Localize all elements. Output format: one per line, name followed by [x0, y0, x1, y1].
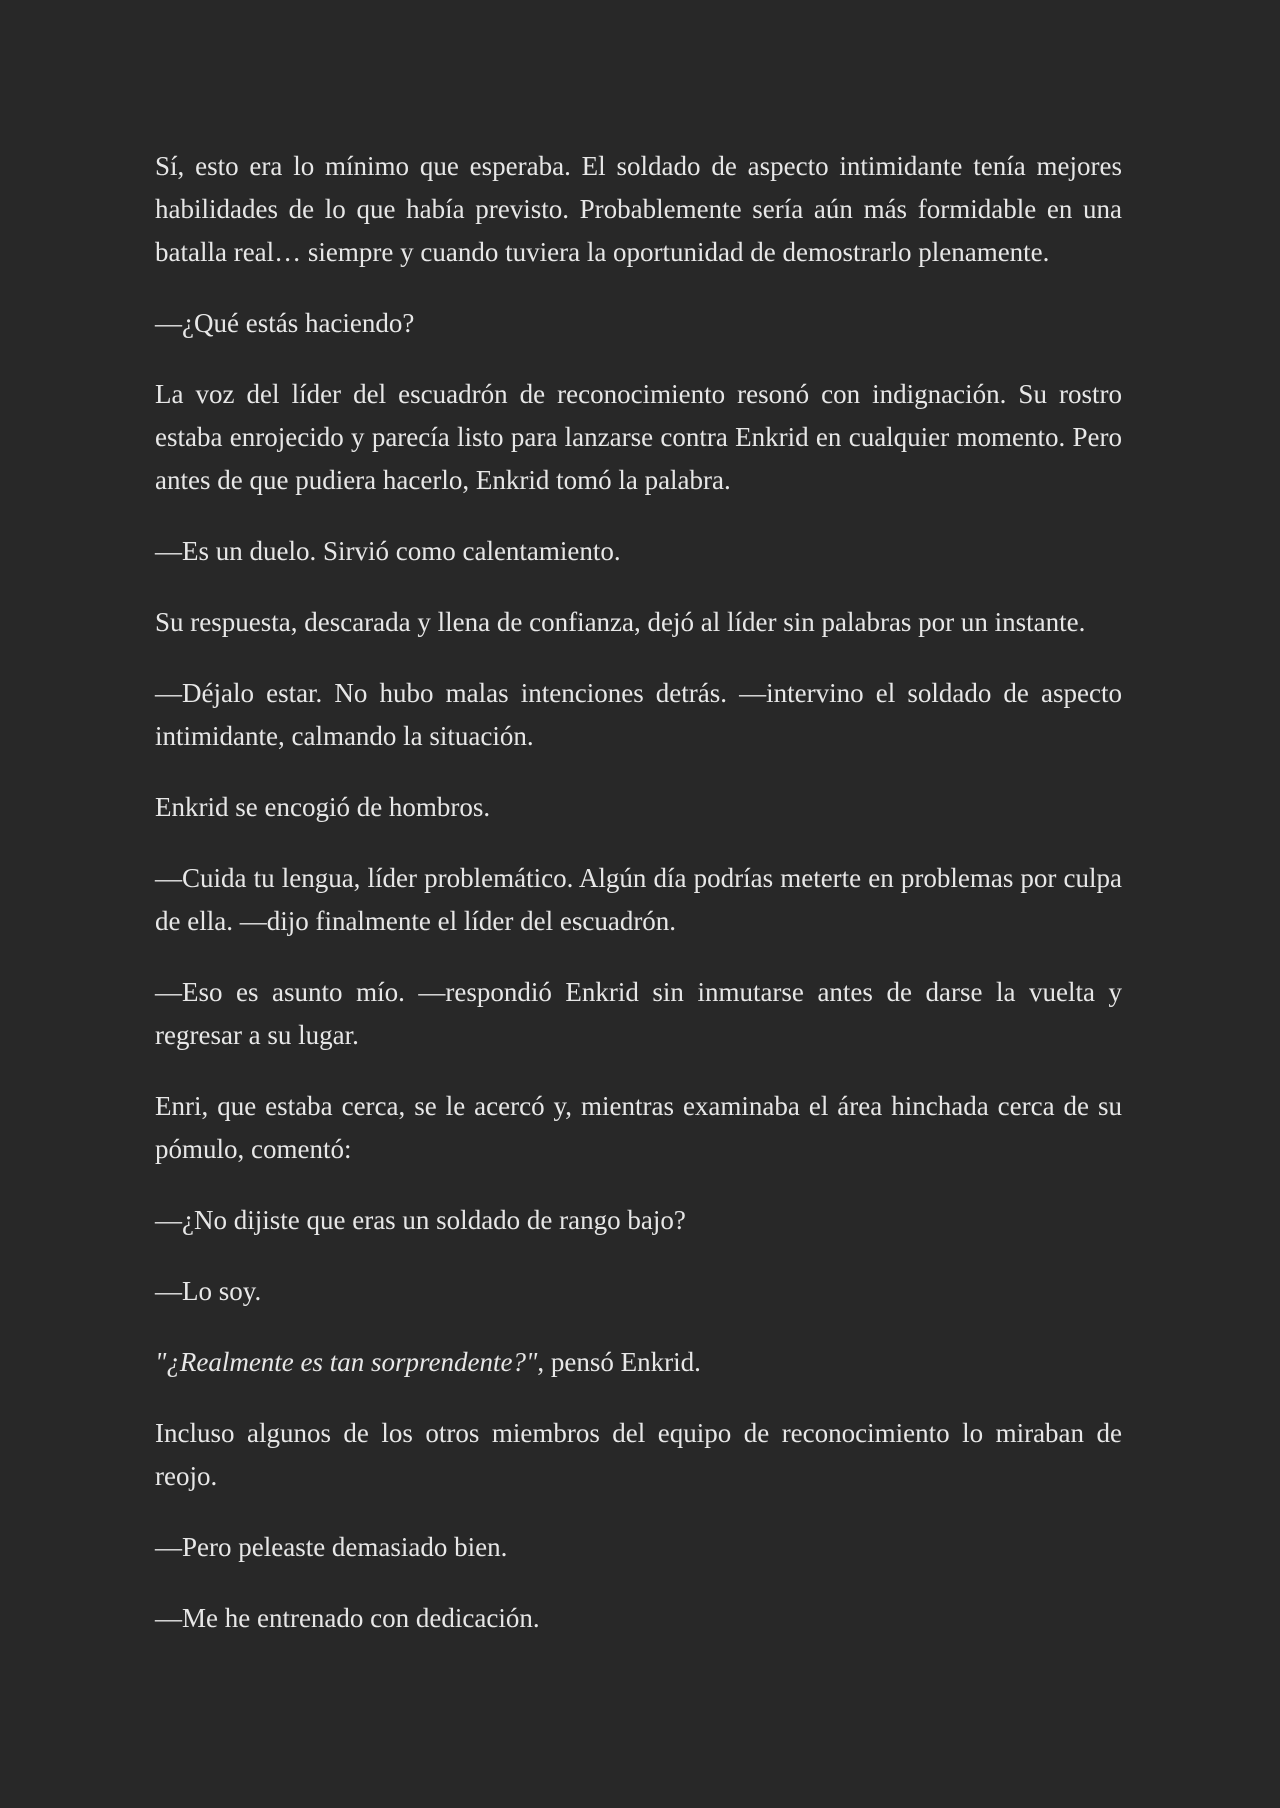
paragraph: —Lo soy.	[155, 1276, 262, 1306]
paragraph: —Pero peleaste demasiado bien.	[155, 1532, 508, 1562]
paragraph: —¿Qué estás haciendo?	[155, 308, 415, 338]
paragraph: —Cuida tu lengua, líder problemático. Algún día podrías meterte en problemas por culpa de ella. —dijo finalmente el líder del escuadrón.	[155, 863, 1122, 936]
paragraph-with-thought	[155, 1341, 1122, 1384]
paragraph: —Déjalo estar. No hubo malas intenciones detrás. —intervino el soldado de aspecto intimidante, calmando la situación.	[155, 678, 1122, 751]
paragraph: Enkrid se encogió de hombros.	[155, 792, 491, 822]
paragraph: Sí, esto era lo mínimo que esperaba. El soldado de aspecto intimidante tenía mejores habilidades de lo que había previsto. Probablemente sería aún más formidable en una batalla real… siempre y cuando tuviera la oportunidad de demostrarlo plenamente.	[155, 151, 1122, 267]
paragraph: La voz del líder del escuadrón de reconocimiento resonó con indignación. Su rostro estaba enrojecido y parecía listo para lanzarse contra Enkrid en cualquier momento. Pero antes de que pudiera hacerlo, Enkrid tomó la palabra.	[155, 379, 1122, 495]
paragraph: —Eso es asunto mío. —respondió Enkrid sin inmutarse antes de darse la vuelta y regresar a su lugar.	[155, 977, 1122, 1050]
paragraph: —Es un duelo. Sirvió como calentamiento.	[155, 536, 621, 566]
italic-thought-text: "¿Realmente es tan sorprendente?"	[155, 1347, 538, 1377]
paragraph: Su respuesta, descarada y llena de confianza, dejó al líder sin palabras por un instante.	[155, 607, 1086, 637]
paragraph: —¿No dijiste que eras un soldado de rango bajo?	[155, 1205, 686, 1235]
paragraph: Enri, que estaba cerca, se le acercó y, mientras examinaba el área hinchada cerca de su pómulo, comentó:	[155, 1091, 1122, 1164]
chapter-text	[155, 145, 1122, 1640]
paragraph: Incluso algunos de los otros miembros del equipo de reconocimiento lo miraban de reojo.	[155, 1418, 1122, 1491]
thought-attribution-text: , pensó Enkrid.	[537, 1347, 701, 1377]
paragraph: —Me he entrenado con dedicación.	[155, 1603, 540, 1633]
